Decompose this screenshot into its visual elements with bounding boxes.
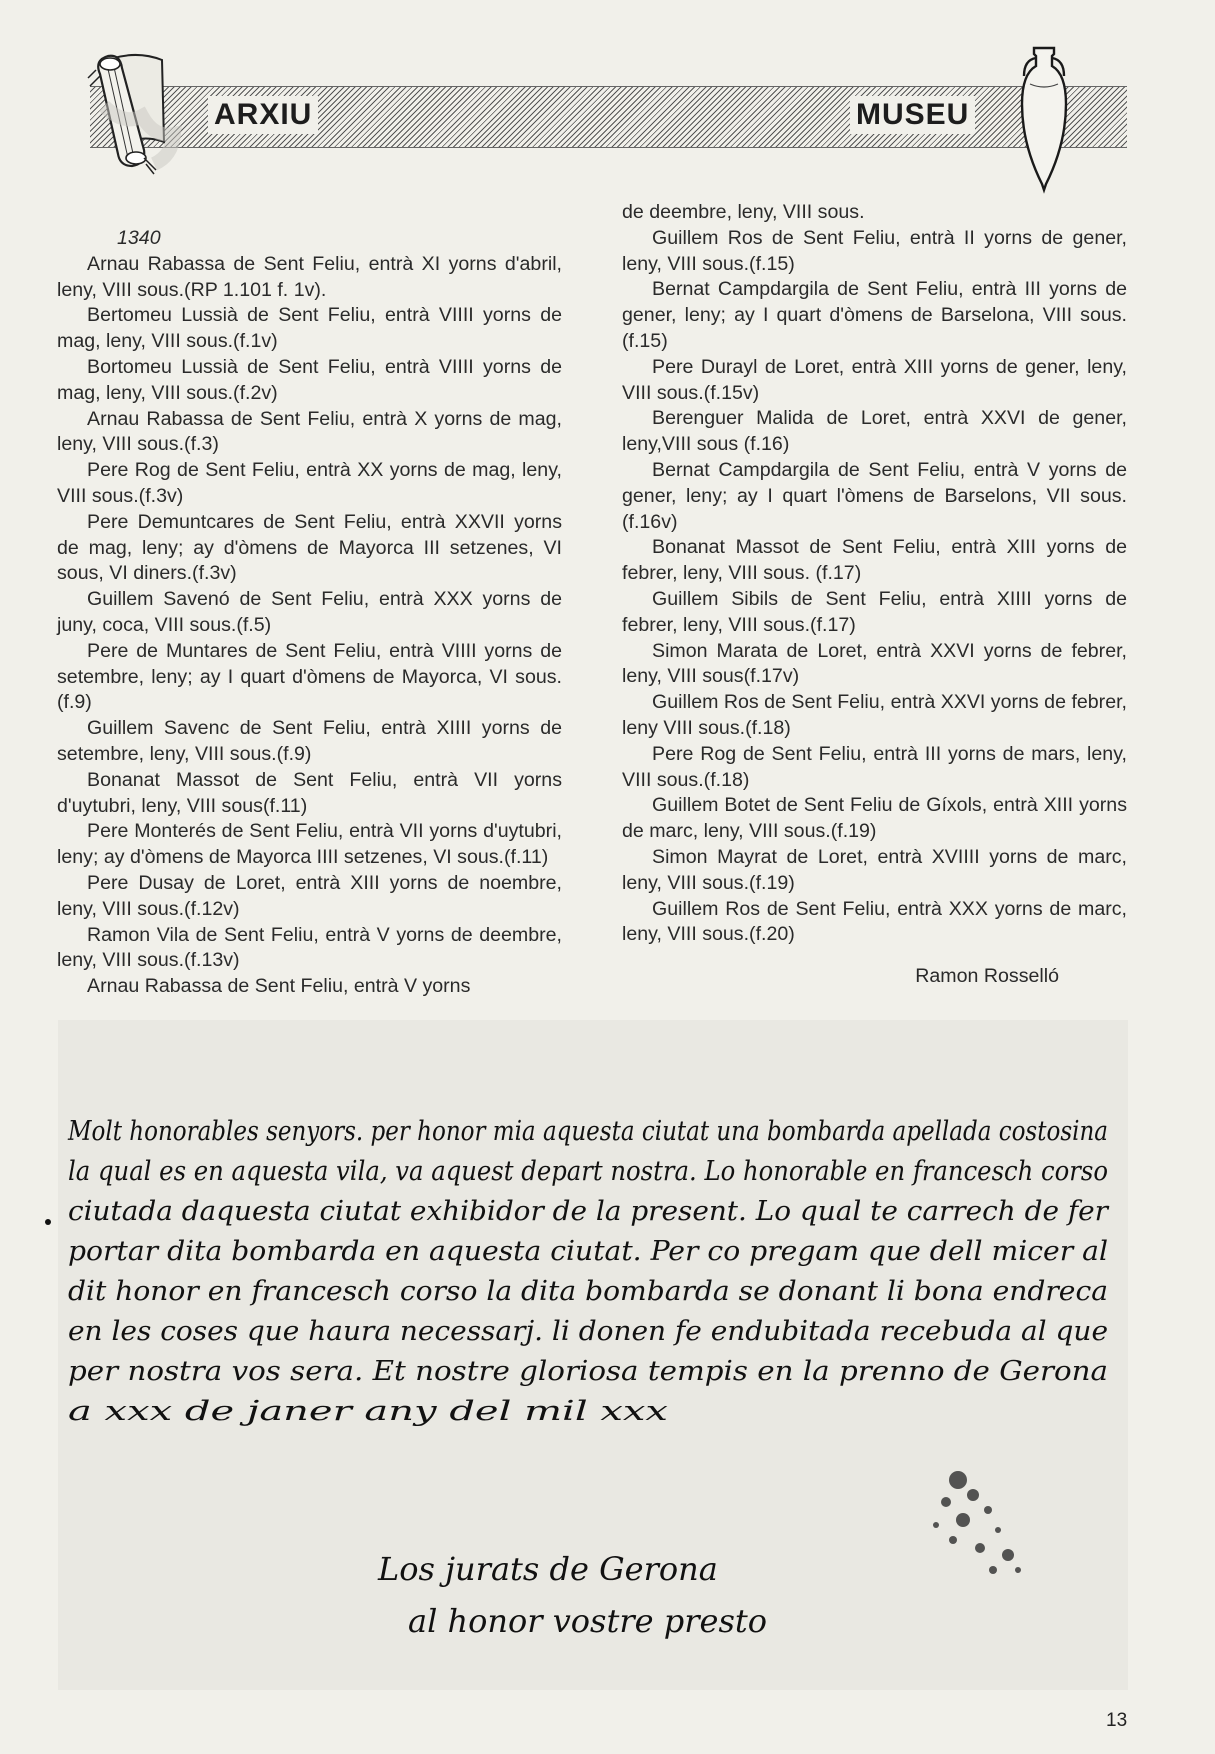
left-column <box>57 226 562 1000</box>
author-signature: Ramon Rosselló <box>915 965 1059 988</box>
entry: Arnau Rabassa de Sent Feliu, entrà X yorns de mag, leny, VIII sous.(f.3) <box>57 407 562 456</box>
entry: Arnau Rabassa de Sent Feliu, entrà XI yorns d'abril, leny, VIII sous.(RP 1.101 f. 1v). <box>57 252 562 301</box>
manuscript-signature-line: Los jurats de Gerona <box>378 1550 718 1588</box>
section-title-museu: MUSEU <box>850 96 975 134</box>
manuscript-line: a xxx de janer any del mil xxx <box>68 1396 668 1427</box>
entry: Guillem Botet de Sent Feliu de Gíxols, entrà XIII yorns de marc, leny, VIII sous.(f.19) <box>622 794 1127 843</box>
entry: Bonanat Massot de Sent Feliu, entrà VII yorns d'uytubri, leny, VIII sous(f.11) <box>57 768 562 817</box>
manuscript-line: per nostra vos sera. Et nostre gloriosa tempis en la prenno de Gerona <box>68 1356 1108 1387</box>
manuscript-line: portar dita bombarda en aquesta ciutat. Per co pregam que dell micer al <box>68 1236 1108 1267</box>
entry: Simon Marata de Loret, entrà XXVI yorns de febrer, leny, VIII sous(f.17v) <box>622 639 1127 688</box>
handwritten-letter <box>58 1100 1138 1660</box>
manuscript-line: ciutada daquesta ciutat exhibidor de la present. Lo qual te carrech de fer <box>68 1196 1111 1227</box>
entry: Berenguer Malida de Loret, entrà XXVI de gener, leny,VIII sous (f.16) <box>622 407 1127 456</box>
entry-continuation: de deembre, leny, VIII sous. <box>622 201 865 223</box>
manuscript-signature-line: al honor vostre presto <box>408 1602 767 1640</box>
page-number: 13 <box>1106 1710 1128 1731</box>
manuscript-line: Molt honorables senyors. per honor mia aquesta ciutat una bombarda apellada costosina <box>67 1116 1108 1147</box>
entry: Bertomeu Lussià de Sent Feliu, entrà VIIII yorns de mag, leny, VIII sous.(f.1v) <box>57 304 562 353</box>
manuscript-line: dit honor en francesch corso la dita bombarda se donant li bona endreca <box>68 1276 1108 1307</box>
section-title-arxiu: ARXIU <box>208 96 318 134</box>
entry: Pere Dusay de Loret, entrà XIII yorns de noembre, leny, VIII sous.(f.12v) <box>57 871 562 920</box>
entry: Pere de Muntares de Sent Feliu, entrà VIIII yorns de setembre, leny; ay I quart d'òmens de Mayorca, VI sous.(f.9) <box>57 639 562 714</box>
entry: Guillem Ros de Sent Feliu, entrà XXX yorns de marc, leny, VIII sous.(f.20) <box>622 897 1127 946</box>
entry: Pere Rog de Sent Feliu, entrà III yorns de mars, leny, VIII sous.(f.18) <box>622 742 1127 791</box>
entry: Arnau Rabassa de Sent Feliu, entrà V yorns <box>87 975 471 998</box>
entry: Ramon Vila de Sent Feliu, entrà V yorns de deembre, leny, VIII sous.(f.13v) <box>57 923 562 972</box>
year-heading: 1340 <box>117 227 161 249</box>
entry: Simon Mayrat de Loret, entrà XVIIII yorns de marc, leny, VIII sous.(f.19) <box>622 845 1127 894</box>
entry: Pere Monterés de Sent Feliu, entrà VII yorns d'uytubri, leny; ay d'òmens de Mayorca IIII setzenes, VI sous.(f.11) <box>57 820 562 869</box>
entry: Pere Durayl de Loret, entrà XIII yorns de gener, leny, VIII sous.(f.15v) <box>622 355 1127 404</box>
entry: Bernat Campdargila de Sent Feliu, entrà III yorns de gener, leny; ay I quart d'òmens de Barselona, VIII sous.(f.15) <box>622 278 1127 352</box>
entry: Pere Demuntcares de Sent Feliu, entrà XXVII yorns de mag, leny; ay d'òmens de Mayorca III setzenes, VI sous, VI diners.(f.3v) <box>57 510 562 585</box>
manuscript-line: la qual es en aquesta vila, va aquest depart nostra. Lo honorable en francesch corso <box>68 1156 1108 1187</box>
entry: Pere Rog de Sent Feliu, entrà XX yorns de mag, leny, VIII sous.(f.3v) <box>57 459 562 507</box>
entry: Bonanat Massot de Sent Feliu, entrà XIII yorns de febrer, leny, VIII sous. (f.17) <box>622 536 1127 585</box>
entry: Bortomeu Lussià de Sent Feliu, entrà VIIII yorns de mag, leny, VIII sous.(f.2v) <box>57 355 562 404</box>
right-column <box>622 200 1127 990</box>
entry: Guillem Savenc de Sent Feliu, entrà XIIII yorns de setembre, leny, VIII sous.(f.9) <box>57 717 562 765</box>
entry: Guillem Sibils de Sent Feliu, entrà XIIII yorns de febrer, leny, VIII sous.(f.17) <box>622 587 1127 636</box>
entry: Bernat Campdargila de Sent Feliu, entrà V yorns de gener, leny; ay I quart l'òmens de Barselons, VII sous.(f.16v) <box>622 458 1127 533</box>
manuscript-line: en les coses que haura necessarj. li donen fe endubitada recebuda al que <box>68 1316 1108 1347</box>
entry: Guillem Savenó de Sent Feliu, entrà XXX yorns de juny, coca, VIII sous.(f.5) <box>57 588 562 636</box>
entry: Guillem Ros de Sent Feliu, entrà XXVI yorns de febrer, leny VIII sous.(f.18) <box>622 691 1127 739</box>
entry: Guillem Ros de Sent Feliu, entrà II yorns de gener, leny, VIII sous.(f.15) <box>622 226 1127 275</box>
amphora-icon <box>1018 44 1070 194</box>
scroll-icon <box>84 46 184 176</box>
